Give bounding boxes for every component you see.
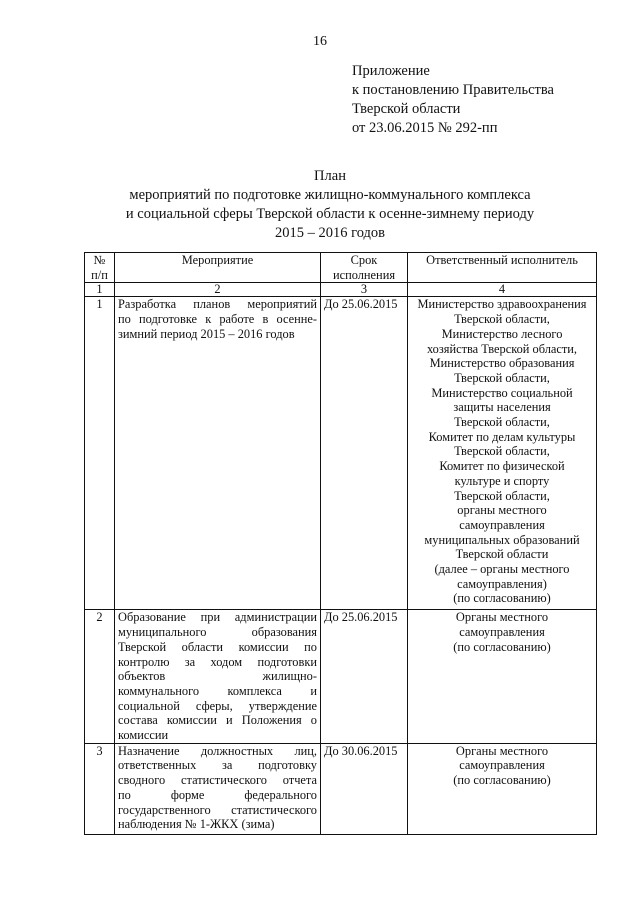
cell-line: зимний период 2015 – 2016 годов [118, 326, 295, 341]
cell-line: Тверской области, [454, 488, 550, 503]
cell-line: хозяйства Тверской области, [426, 341, 578, 356]
deadline-cell: До 25.06.2015 [321, 297, 408, 610]
cell-line: коммунального комплекса и [118, 683, 317, 698]
cell-line: Тверской области, [454, 312, 550, 327]
cell-line: культуре и спорту [454, 473, 550, 488]
cell-line: Министерство лесного [441, 326, 563, 341]
cell-line: самоуправления [459, 758, 545, 773]
cell-line: Министерство социальной [431, 385, 573, 400]
row-number: 2 [85, 610, 115, 743]
document-title [90, 167, 570, 243]
responsible-cell [408, 743, 597, 834]
title-line: План [314, 168, 346, 184]
cell-line: (по согласованию) [453, 591, 551, 606]
cell-line: Комитет по делам культуры [428, 429, 576, 444]
header-cell-activity: Мероприятие [115, 253, 321, 283]
table-row [85, 297, 597, 610]
cell-line: состава комиссии и Положения о [118, 713, 317, 728]
cell-line: Министерство здравоохранения [417, 297, 587, 312]
page-number: 16 [313, 34, 327, 49]
header-cell-number [85, 253, 115, 283]
table-row [85, 743, 597, 834]
title-line: 2015 – 2016 годов [274, 225, 386, 241]
header-text: Срок исполнения [332, 253, 396, 282]
cell-line: Комитет по физической [439, 459, 565, 474]
cell-line: объектов жилищно- [118, 669, 317, 684]
cell-line: Министерство образования [429, 356, 575, 371]
cell-line: контролю за ходом подготовки [118, 654, 317, 669]
cell-line: муниципального образования [118, 625, 317, 640]
table-row [85, 610, 597, 743]
header-cell-responsible: Ответственный исполнитель [408, 253, 597, 283]
cell-line: самоуправления [459, 625, 545, 640]
row-number: 1 [85, 297, 115, 610]
cell-line: наблюдения № 1-ЖКХ (зима) [118, 817, 275, 832]
responsible-cell [408, 610, 597, 743]
cell-line: ответственных за подготовку [118, 758, 317, 773]
title-line: и социальной сферы Тверской области к осенне-зимнему периоду [125, 206, 535, 222]
cell-line: социальной сферы, утверждение [118, 698, 317, 713]
deadline-cell: До 30.06.2015 [321, 743, 408, 834]
cell-line: Образование при администрации [118, 610, 317, 625]
column-number: 1 [85, 283, 115, 297]
deadline-cell: До 25.06.2015 [321, 610, 408, 743]
cell-line: (по согласованию) [453, 639, 551, 654]
activity-cell [115, 743, 321, 834]
cell-line: органы местного [457, 503, 547, 518]
cell-line: защиты населения [453, 400, 551, 415]
cell-line: Тверской области, [454, 444, 550, 459]
cell-line: самоуправления) [457, 576, 547, 591]
table-header-row [85, 253, 597, 283]
title-line: мероприятий по подготовке жилищно-коммунального комплекса [129, 187, 531, 203]
appendix-line: к постановлению Правительства [352, 82, 554, 98]
cell-line: Тверской области, [454, 415, 550, 430]
appendix-line: от 23.06.2015 № 292-пп [352, 120, 498, 136]
column-number: 2 [115, 283, 321, 297]
cell-line: комиссии [118, 728, 169, 743]
cell-line: самоуправления [459, 517, 545, 532]
responsible-cell [408, 297, 597, 610]
plan-table [84, 252, 597, 835]
column-number: 4 [408, 283, 597, 297]
cell-line: Органы местного [455, 610, 549, 625]
activity-cell [115, 610, 321, 743]
appendix-line: Тверской области [352, 101, 461, 117]
cell-line: государственного статистического [118, 802, 317, 817]
column-numbering-row [85, 283, 597, 297]
header-text: № п/п [91, 253, 108, 282]
cell-line: Тверской области, [454, 370, 550, 385]
cell-line: (далее – органы местного [434, 562, 570, 577]
header-cell-deadline [321, 253, 408, 283]
cell-line: (по согласованию) [453, 773, 551, 788]
cell-line: Органы местного [455, 743, 549, 758]
cell-line: Тверской области комиссии по [118, 639, 317, 654]
row-number: 3 [85, 743, 115, 834]
cell-line: сводного статистического отчета [118, 773, 317, 788]
cell-line: муниципальных образований [424, 532, 580, 547]
cell-line: Разработка планов мероприятий [118, 297, 317, 312]
cell-line: по подготовке к работе в осенне- [118, 312, 317, 327]
cell-line: по форме федерального [118, 787, 317, 802]
cell-line: Назначение должностных лиц, [118, 743, 317, 758]
activity-cell [115, 297, 321, 610]
column-number: 3 [321, 283, 408, 297]
appendix-line: Приложение [352, 63, 430, 79]
cell-line: Тверской области [455, 547, 549, 562]
appendix-block [352, 62, 554, 138]
